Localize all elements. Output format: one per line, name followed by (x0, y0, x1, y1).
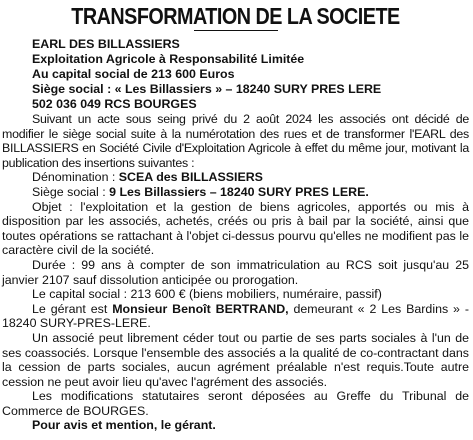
company-form: Exploitation Agricole à Responsabilité Limitée (32, 52, 305, 66)
duration-paragraph: Durée : 99 ans à compter de son immatriculation au RCS soit jusqu'au 25 janvier 2107 sauf dissolution anticipée ou prorogation. (2, 257, 469, 287)
company-name: EARL DES BILLASSIERS (32, 37, 180, 51)
manager-suffix: demeurant « 2 Les Bardins » - 18240 SURY-PRES-LERE. (2, 301, 469, 331)
deposit-paragraph: Les modifications statutaires seront déposées au Greffe du Tribunal de Commerce de BOURGES. (2, 389, 469, 418)
manager-paragraph (2, 302, 469, 331)
title-underline (194, 30, 278, 31)
manager-name: Monsieur Benoît BERTRAND, (112, 301, 289, 316)
denomination-value: SCEA des BILLASSIERS (118, 170, 263, 185)
notice-title: TRANSFORMATION DE LA SOCIETE (71, 3, 400, 29)
signature-line: Pour avis et mention, le gérant. (32, 418, 216, 433)
company-rcs: 502 036 049 RCS BOURGES (32, 97, 197, 111)
manager-prefix: Le gérant est (32, 301, 113, 316)
company-seat: Siège social : « Les Billassiers » – 18240 SURY PRES LERE (32, 82, 382, 96)
denomination-label: Dénomination : (32, 170, 119, 185)
new-seat-line (2, 185, 469, 200)
new-seat-label: Siège social : (32, 184, 110, 199)
capital-paragraph: Le capital social : 213 600 € (biens mobiliers, numéraire, passif) (32, 287, 382, 302)
new-seat-value: 9 Les Billassiers – 18240 SURY PRES LERE. (109, 184, 369, 199)
company-capital: Au capital social de 213 600 Euros (32, 67, 235, 81)
shares-paragraph: Un associé peut librement céder tout ou partie de ses parts sociales à l'un de ses coassociés. Lorsque l'ensemble des associés a la qualité de co-contractant dans la cession de parts sociales, aucun agrément préalable n'est requis.Toute autre cession ne peut avoir lieu qu'avec l'agrément des associés. (2, 330, 469, 389)
denomination-line (2, 170, 469, 185)
object-paragraph: Objet : l'exploitation et la gestion de biens agricoles, apportés ou mis à disposition par les associés, achetés, créés ou pris à bail par la société, ainsi que toutes opérations se rattachant à l'objet ci-dessus pourvu qu'elles ne modifient pas le caractère civil de la société. (2, 199, 469, 258)
intro-paragraph: Suivant un acte sous seing privé du 2 août 2024 les associés ont décidé de modifier le siège social suite à la numérotation des rues et de transformer l'EARL des BILLASSIERS en Société Civile d'Exploitation Agricole à effet du même jour, motivant la publication des insertions suivantes : (2, 112, 469, 170)
